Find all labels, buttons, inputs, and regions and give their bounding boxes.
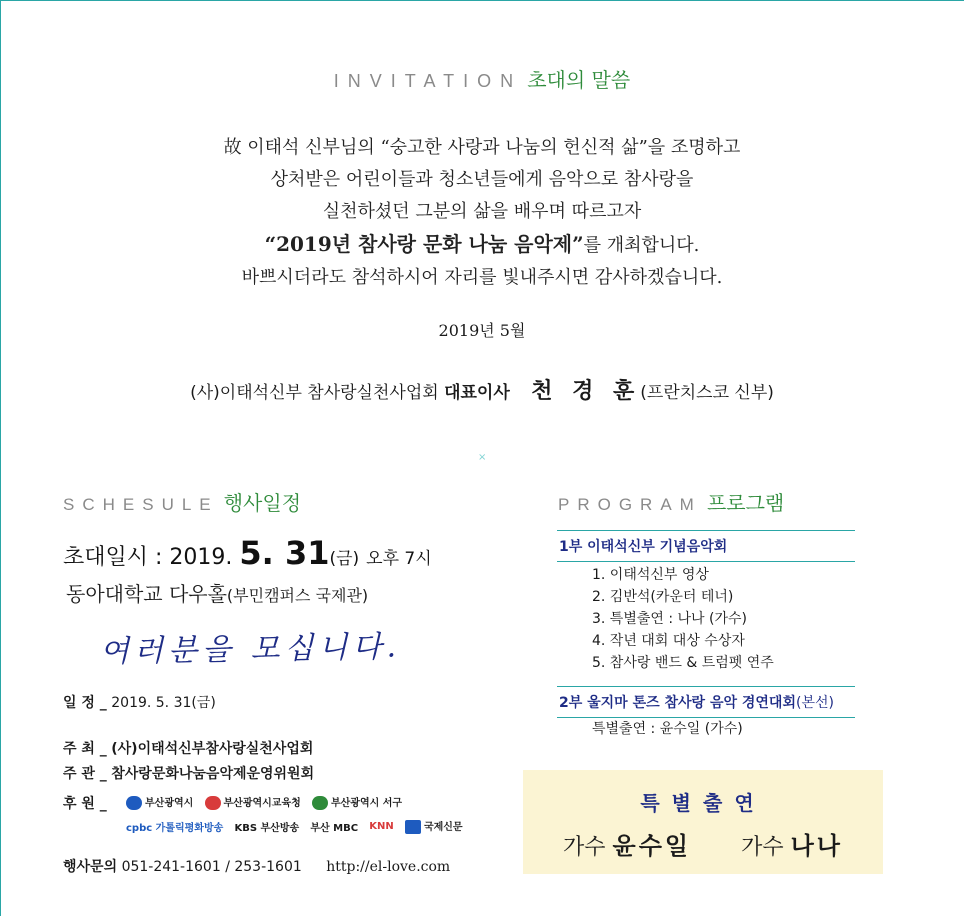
sponsor-name: 부산광역시 서구 bbox=[330, 798, 403, 809]
venue-note: (부민캠퍼스 국제관) bbox=[226, 586, 369, 605]
part-2-note: (본선) bbox=[795, 695, 834, 711]
decorative-mark: × bbox=[478, 452, 487, 463]
schedule-heading bbox=[63, 487, 301, 516]
special-guest-box bbox=[523, 770, 883, 874]
program-item: 3. 특별출연 : 나나 (가수) bbox=[592, 611, 747, 627]
schedule-date-value: 2019. 5. 31(금) bbox=[111, 695, 216, 711]
organizer-row bbox=[63, 763, 314, 783]
sponsor-name: 부산광역시교육청 bbox=[223, 798, 301, 809]
contact-label: 행사문의 bbox=[63, 859, 118, 875]
invitation-heading bbox=[0, 64, 964, 93]
invitation-title-ko: 초대의 말씀 bbox=[527, 68, 631, 92]
host-key: 주 최 _ bbox=[63, 741, 107, 757]
sponsor-logo bbox=[369, 821, 394, 832]
sponsor-key: 후 원 _ bbox=[63, 796, 107, 812]
contact-row bbox=[63, 856, 450, 876]
sponsor-logo bbox=[405, 818, 463, 834]
sponsor-logo bbox=[126, 794, 193, 810]
invitation-line: 상처받은 어린이들과 청소년들에게 음악으로 참사랑을 bbox=[270, 169, 694, 190]
sponsor-logo bbox=[312, 794, 402, 810]
part-2-guest: 특별출연 : 윤수일 (가수) bbox=[592, 721, 743, 737]
handwritten-greeting: 여러분을 모십니다. bbox=[99, 629, 402, 670]
sponsor-name: 국제신문 bbox=[423, 822, 463, 833]
sponsor-logos bbox=[126, 794, 506, 842]
program-title-en: PROGRAM bbox=[558, 495, 702, 514]
signature-line bbox=[0, 374, 964, 405]
festival-suffix: 를 개최합니다. bbox=[583, 235, 700, 256]
host-row bbox=[63, 738, 313, 758]
event-datetime bbox=[63, 534, 432, 572]
signature-role: 대표이사 bbox=[444, 383, 510, 403]
gukje-icon bbox=[405, 820, 421, 834]
host-value: (사)이태석신부참사랑실천사업회 bbox=[111, 741, 314, 757]
schedule-title-en: SCHESULE bbox=[63, 495, 219, 514]
sponsor-logo bbox=[205, 794, 301, 810]
signature-org: (사)이태석신부 참사랑실천사업회 bbox=[190, 383, 439, 403]
schedule-title-ko: 행사일정 bbox=[223, 491, 302, 515]
singer-name: 나나 bbox=[790, 832, 843, 860]
contact-url[interactable]: http://el-love.com bbox=[326, 859, 451, 875]
program-item: 4. 작년 대회 대상 수상자 bbox=[592, 633, 745, 649]
sponsor-logo bbox=[234, 819, 299, 834]
program-heading bbox=[558, 487, 784, 516]
event-weekday: (금) bbox=[329, 549, 360, 569]
event-day: 5. 31 bbox=[239, 534, 330, 572]
venue-name: 동아대학교 다우홀 bbox=[66, 582, 227, 606]
contact-phone: 051-241-1601 / 253-1601 bbox=[121, 859, 302, 875]
signature-note: (프란치스코 신부) bbox=[640, 383, 774, 403]
sponsor-row bbox=[63, 793, 107, 813]
seo-gu-icon bbox=[312, 796, 328, 810]
sponsor-name: KBS 부산방송 bbox=[234, 822, 300, 834]
sponsor-name: cpbc 가톨릭평화방송 bbox=[126, 822, 224, 834]
sponsor-name: 부산 MBC bbox=[310, 822, 359, 834]
special-guest-names bbox=[523, 826, 883, 861]
organizer-key: 주 관 _ bbox=[63, 766, 107, 782]
sponsor-name: 부산광역시 bbox=[145, 798, 194, 809]
organizer-value: 참사랑문화나눔음악제운영위원회 bbox=[111, 766, 315, 782]
program-item: 5. 참사랑 밴드 & 트럼펫 연주 bbox=[592, 655, 774, 671]
signature-name: 천 경 훈 bbox=[531, 378, 641, 404]
program-item: 1. 이태석신부 영상 bbox=[592, 567, 709, 583]
education-office-icon bbox=[205, 796, 221, 810]
program-title-ko: 프로그램 bbox=[706, 491, 785, 515]
schedule-date-key: 일 정 _ bbox=[63, 695, 107, 711]
program-part-2 bbox=[557, 686, 855, 718]
sponsor-logo bbox=[310, 819, 358, 834]
invitation-title-en: INVITATION bbox=[333, 71, 523, 91]
singer-label: 가수 bbox=[563, 835, 606, 860]
invitation-date: 2019년 5월 bbox=[438, 321, 526, 340]
part-2-title: 2부 울지마 톤즈 참사랑 음악 경연대회 bbox=[559, 695, 796, 711]
sponsor-logo bbox=[126, 819, 223, 834]
invitation-line: 故 이태석 신부님의 “숭고한 사랑과 나눔의 헌신적 삶”을 조명하고 bbox=[223, 137, 741, 158]
event-date-label: 초대일시 : 2019. bbox=[63, 545, 233, 570]
singer-label: 가수 bbox=[741, 835, 784, 860]
part-1-items bbox=[592, 564, 774, 674]
program-item: 2. 김반석(카운터 테너) bbox=[592, 589, 734, 605]
invitation-festival-line bbox=[0, 228, 964, 262]
sponsor-name: KNN bbox=[369, 820, 394, 832]
schedule-date-row bbox=[63, 692, 216, 712]
festival-name: “2019년 참사랑 문화 나눔 음악제” bbox=[264, 232, 584, 256]
invitation-line: 실천하셨던 그분의 삶을 배우며 따르고자 bbox=[322, 201, 642, 222]
invitation-closing: 바쁘시더라도 참석하시어 자리를 빛내주시면 감사하겠습니다. bbox=[241, 267, 723, 288]
program-part-1: 1부 이태석신부 기념음악회 bbox=[557, 530, 855, 562]
busan-city-icon bbox=[126, 796, 142, 810]
special-guest-title: 특별출연 bbox=[640, 791, 766, 815]
invitation-body bbox=[0, 132, 964, 294]
event-time: 오후 7시 bbox=[366, 549, 432, 569]
event-venue bbox=[66, 578, 368, 607]
singer-name: 윤수일 bbox=[612, 832, 692, 860]
